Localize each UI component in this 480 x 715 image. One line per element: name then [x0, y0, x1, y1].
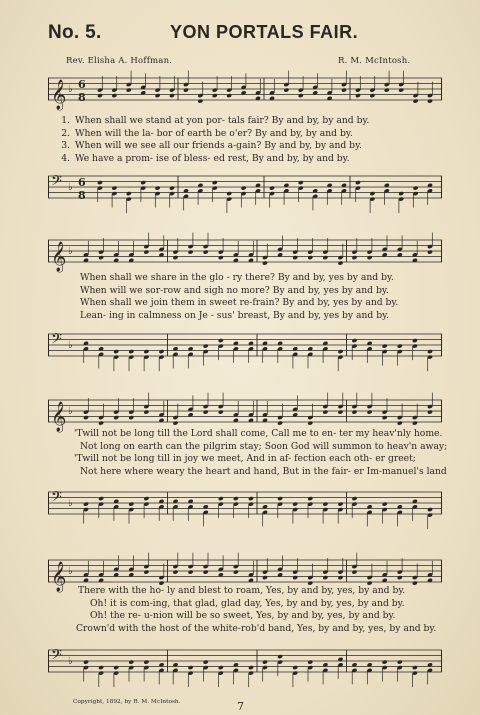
- note-head: [159, 349, 165, 354]
- note-head: [111, 93, 117, 98]
- note-head: [352, 410, 358, 415]
- note-head: [367, 410, 373, 415]
- bass-clef-icon: 𝄢: [51, 647, 62, 667]
- verse-lyrics-2: [80, 272, 474, 322]
- time-signature: 8: [78, 91, 86, 104]
- note-head: [126, 191, 132, 196]
- lyric-line: [76, 623, 470, 636]
- note-head: [218, 338, 224, 343]
- note-head: [203, 410, 209, 415]
- note-head: [322, 410, 328, 415]
- music-system-2: [48, 232, 442, 362]
- note-head: [262, 660, 268, 665]
- note-head: [338, 575, 344, 580]
- note-head: [97, 93, 103, 98]
- note-head: [128, 502, 134, 507]
- note-head: [397, 575, 403, 580]
- note-head: [413, 99, 419, 104]
- note-head: [173, 570, 179, 575]
- note-head: [292, 255, 298, 260]
- lyric-line: [48, 115, 442, 128]
- treble-staff-1: [48, 70, 442, 118]
- note-head: [292, 575, 298, 580]
- note-head: [292, 665, 298, 670]
- lyric-text: There with the ho- ly and blest to roam, Yes, by and by, yes, by and by.: [78, 585, 406, 596]
- note-head: [113, 415, 119, 420]
- note-head: [307, 496, 313, 501]
- time-signature: 6: [78, 176, 86, 189]
- note-head: [341, 88, 347, 93]
- verse-number: 3.: [61, 140, 70, 151]
- note-head: [355, 93, 361, 98]
- note-head: [126, 88, 132, 93]
- lyric-text: Oh! it is com-ing, that glad, glad day, Yes, by and by, yes, by and by.: [90, 597, 405, 609]
- note-head: [143, 496, 149, 501]
- note-head: [183, 88, 189, 93]
- lyric-text: When shall we stand at yon por- tals fair? By and by, by and by.: [75, 115, 370, 126]
- note-head: [382, 660, 388, 665]
- lyric-text: Not here where weary the heart and hand, But in the fair- er Im-manuel's land: [80, 465, 447, 477]
- note-head: [155, 186, 161, 191]
- note-head: [155, 93, 161, 98]
- note-head: [283, 88, 289, 93]
- lyric-text: When will we see all our friends a-gain? By and by, by and by.: [75, 140, 362, 151]
- note-head: [277, 421, 283, 426]
- note-head: [382, 502, 388, 507]
- lyric-text: When shall we join them in sweet re-frain? By and by, yes by and by.: [80, 297, 399, 308]
- bass-clef-icon: 𝄢: [51, 331, 62, 351]
- verse-number: 2.: [61, 127, 70, 139]
- flat-sign-icon: ♭: [68, 656, 73, 667]
- lyric-line: [48, 140, 442, 153]
- note-head: [173, 255, 179, 260]
- note-head: [277, 496, 283, 501]
- note-head: [427, 507, 433, 512]
- flat-sign-icon: ♭: [68, 406, 73, 417]
- note-head: [262, 575, 268, 580]
- verse-lyrics-3: [74, 428, 468, 478]
- note-head: [262, 261, 268, 266]
- note-head: [412, 338, 418, 343]
- note-head: [143, 570, 149, 575]
- note-head: [248, 665, 254, 670]
- time-signature: 8: [78, 189, 86, 202]
- note-head: [398, 191, 404, 196]
- note-head: [367, 255, 373, 260]
- note-head: [203, 660, 209, 665]
- lyric-text: When will the la- bor of earth be o'er? By and by, by and by.: [75, 127, 353, 139]
- note-head: [203, 570, 209, 575]
- note-head: [143, 349, 149, 354]
- lyric-line: [90, 598, 480, 611]
- note-head: [128, 349, 134, 354]
- note-head: [369, 93, 375, 98]
- lyric-line: [80, 441, 474, 454]
- lyric-line: [80, 297, 474, 310]
- note-head: [427, 349, 433, 354]
- lyric-line: [74, 428, 468, 441]
- hymn-number: No. 5.: [48, 22, 102, 43]
- note-head: [212, 93, 218, 98]
- note-head: [188, 570, 194, 575]
- note-head: [248, 496, 254, 501]
- bass-staff-1: [48, 168, 442, 216]
- lyric-text: When shall we share in the glo - ry there? By and by, yes by and by.: [80, 272, 394, 283]
- note-head: [397, 660, 403, 665]
- lyric-line: [80, 466, 474, 479]
- note-head: [197, 99, 203, 104]
- note-head: [98, 665, 104, 670]
- note-head: [188, 250, 194, 255]
- music-system-1: [48, 70, 442, 200]
- note-head: [233, 570, 239, 575]
- flat-sign-icon: ♭: [68, 498, 73, 509]
- lyric-text: When will we sor-row and sigh no more? By and by, yes by and by.: [80, 284, 389, 296]
- lyric-text: 'Twill not be long till the Lord shall come, Call me to en- ter my heav'nly home.: [74, 428, 443, 439]
- note-head: [322, 502, 328, 507]
- verse-lyrics-1: [48, 115, 442, 165]
- note-head: [352, 255, 358, 260]
- note-head: [269, 186, 275, 191]
- lyric-text: 'Twill not be long till in joy we meet, And in af- fection each oth- er greet;: [74, 453, 416, 464]
- treble-clef-icon: 𝄞: [51, 562, 67, 592]
- note-head: [169, 93, 175, 98]
- note-head: [427, 410, 433, 415]
- note-head: [397, 421, 403, 426]
- note-head: [412, 421, 418, 426]
- note-head: [212, 180, 218, 185]
- verse-number: 4.: [61, 152, 70, 164]
- flat-sign-icon: ♭: [68, 246, 73, 257]
- note-head: [322, 255, 328, 260]
- note-head: [397, 344, 403, 349]
- flat-sign-icon: ♭: [68, 566, 73, 577]
- note-head: [98, 421, 104, 426]
- note-head: [307, 421, 313, 426]
- note-head: [241, 186, 247, 191]
- lyric-line: [78, 585, 472, 598]
- treble-clef-icon: 𝄞: [51, 80, 67, 110]
- lyric-line: [80, 285, 474, 298]
- note-head: [98, 496, 104, 501]
- bass-staff-4: [48, 642, 442, 690]
- lyricist-credit: Rev. Elisha A. Hoffman.: [66, 56, 173, 66]
- note-head: [218, 410, 224, 415]
- note-head: [338, 410, 344, 415]
- note-head: [355, 180, 361, 185]
- note-head: [277, 654, 283, 659]
- note-head: [111, 186, 117, 191]
- lyric-line: [74, 453, 468, 466]
- note-head: [382, 344, 388, 349]
- flat-sign-icon: ♭: [68, 84, 73, 95]
- note-head: [143, 660, 149, 665]
- note-head: [233, 496, 239, 501]
- note-head: [203, 250, 209, 255]
- note-head: [226, 93, 232, 98]
- note-head: [169, 186, 175, 191]
- lyric-line: [48, 153, 442, 166]
- note-head: [292, 502, 298, 507]
- lyric-line: [80, 310, 474, 323]
- lyric-text: Lean- ing in calmness on Je - sus' breast, By and by, yes by and by.: [80, 309, 390, 321]
- time-signature: 6: [78, 78, 86, 91]
- note-head: [173, 421, 179, 426]
- note-head: [298, 93, 304, 98]
- composer-credit: R. M. McIntosh.: [338, 56, 411, 66]
- note-head: [338, 349, 344, 354]
- note-head: [83, 502, 89, 507]
- treble-clef-icon: 𝄞: [51, 402, 67, 432]
- bass-staff-2: [48, 326, 442, 374]
- note-head: [143, 250, 149, 255]
- lyric-text: Oh! the re- u-nion will be so sweet, Yes, by and by, yes, by and by.: [90, 610, 396, 621]
- note-head: [97, 180, 103, 185]
- note-head: [226, 191, 232, 196]
- note-head: [427, 250, 433, 255]
- note-head: [203, 344, 209, 349]
- note-head: [128, 415, 134, 420]
- lyric-line: [90, 610, 480, 623]
- note-head: [113, 349, 119, 354]
- note-head: [143, 410, 149, 415]
- note-head: [412, 665, 418, 670]
- note-head: [352, 338, 358, 343]
- note-head: [218, 665, 224, 670]
- lyric-text: Crown'd with the host of the white-rob'd band, Yes, by and by, yes, by and by.: [76, 622, 437, 634]
- lyric-line: [48, 128, 442, 141]
- note-head: [382, 415, 388, 420]
- note-head: [128, 660, 134, 665]
- note-head: [413, 186, 419, 191]
- note-head: [218, 255, 224, 260]
- note-head: [384, 88, 390, 93]
- music-system-4: [48, 552, 442, 692]
- note-head: [218, 496, 224, 501]
- note-head: [398, 88, 404, 93]
- note-head: [338, 261, 344, 266]
- note-head: [322, 575, 328, 580]
- note-head: [352, 496, 358, 501]
- lyric-line: [80, 272, 474, 285]
- note-head: [83, 660, 89, 665]
- page-number: 7: [237, 700, 244, 713]
- note-head: [338, 502, 344, 507]
- verse-number: 1.: [61, 115, 70, 126]
- note-head: [188, 665, 194, 670]
- lyric-text: We have a prom- ise of bless- ed rest, By and by, by and by.: [75, 152, 350, 164]
- note-head: [369, 191, 375, 196]
- bass-clef-icon: 𝄢: [51, 173, 62, 193]
- note-head: [298, 180, 304, 185]
- note-head: [307, 660, 313, 665]
- note-head: [83, 415, 89, 420]
- bass-clef-icon: 𝄢: [51, 489, 62, 509]
- flat-sign-icon: ♭: [68, 182, 73, 193]
- music-system-3: [48, 392, 448, 522]
- note-head: [307, 255, 313, 260]
- flat-sign-icon: ♭: [68, 340, 73, 351]
- note-head: [113, 665, 119, 670]
- note-head: [352, 570, 358, 575]
- copyright-notice: Copyright, 1892, by R. M. McIntosh.: [73, 699, 181, 705]
- note-head: [98, 255, 104, 260]
- note-head: [427, 99, 433, 104]
- note-head: [140, 180, 146, 185]
- bass-staff-3: [48, 484, 442, 532]
- treble-clef-icon: 𝄞: [51, 242, 67, 272]
- verse-lyrics-4: [78, 585, 472, 635]
- hymn-title: YON PORTALS FAIR.: [170, 22, 359, 42]
- lyric-text: Not long on earth can the pilgrim stay; Soon God will summon to heav'n away;: [80, 440, 448, 452]
